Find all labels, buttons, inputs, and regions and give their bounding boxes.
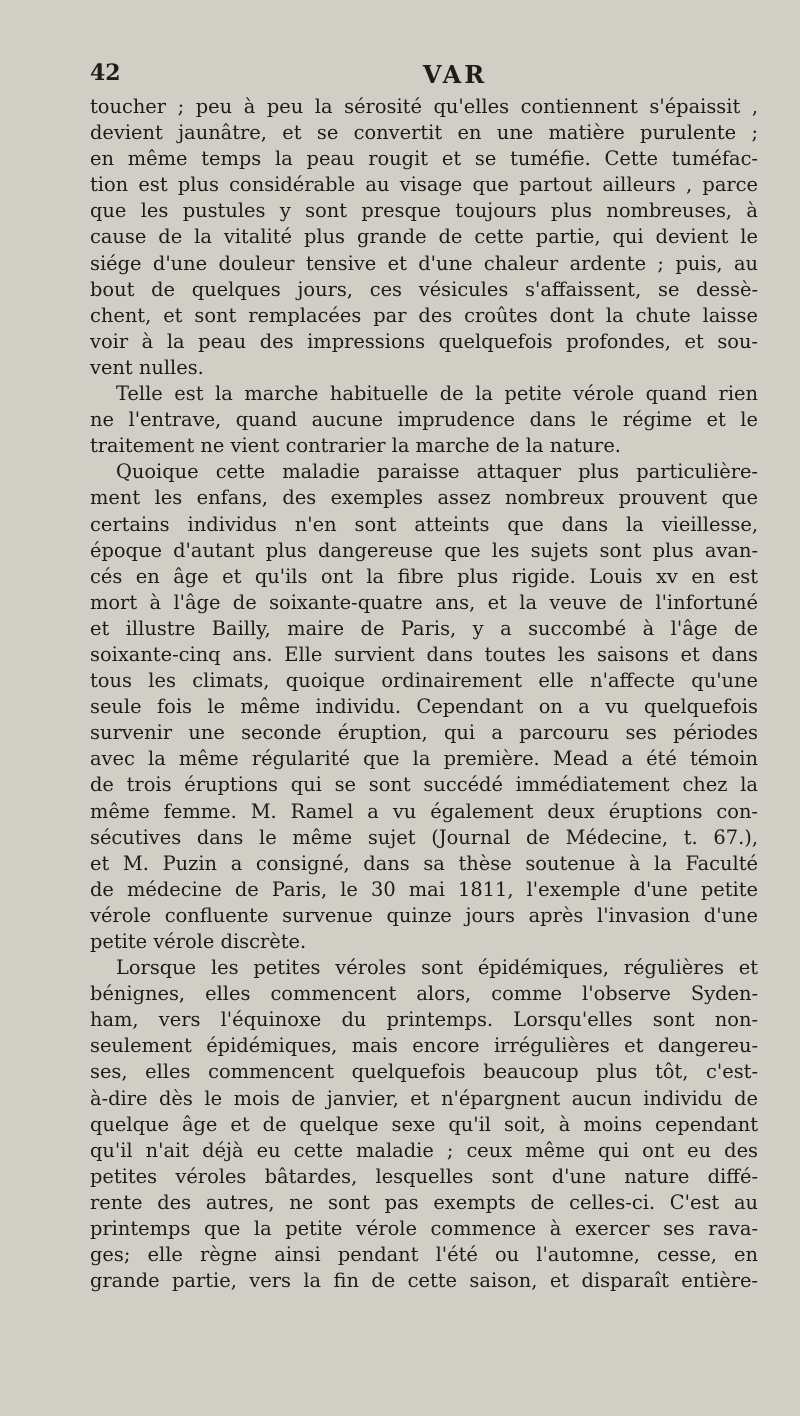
text-line: vent nulles. [90, 355, 204, 379]
text-line: et illustre Bailly, maire de Paris, y a succombé à l'âge de [90, 616, 758, 640]
text-line: de médecine de Paris, le 30 mai 1811, l'exemple d'une petite [90, 877, 758, 901]
text-line: ne l'entrave, quand aucune imprudence dans le régime et le [90, 408, 758, 432]
text-line: ses, elles commencent quelquefois beaucoup plus tôt, c'est- [90, 1060, 758, 1084]
text-line: Quoique cette maladie paraisse attaquer plus particulière- [116, 460, 758, 484]
text-line: traitement ne vient contrarier la marche de la nature. [90, 434, 621, 458]
paragraph [90, 459, 758, 955]
text-line: tous les climats, quoique ordinairement elle n'affecte qu'une [90, 669, 758, 693]
text-line: et M. Puzin a consigné, dans sa thèse soutenue à la Faculté [90, 851, 758, 875]
text-line: seulement épidémiques, mais encore irrégulières et dangereu- [90, 1034, 758, 1058]
text-line: à-dire dès le mois de janvier, et n'épargnent aucun individu de [90, 1086, 758, 1110]
text-line: Telle est la marche habituelle de la petite vérole quand rien [116, 382, 758, 406]
body-text [90, 94, 758, 1294]
text-line: printemps que la petite vérole commence à exercer ses rava- [90, 1217, 758, 1241]
text-line: petite vérole discrète. [90, 930, 307, 953]
text-line: siége d'une douleur tensive et d'une chaleur ardente ; puis, au [90, 251, 758, 275]
text-line: voir à la peau des impressions quelquefois profondes, et sou- [90, 329, 758, 353]
text-line: ges; elle règne ainsi pendant l'été ou l'automne, cesse, en [90, 1243, 758, 1267]
paragraph [90, 955, 758, 1294]
paragraph [90, 381, 758, 459]
text-line: cés en âge et qu'ils ont la fibre plus rigide. Louis xv en est [90, 564, 758, 588]
text-line: toucher ; peu à peu la sérosité qu'elles contiennent s'épaissit , [90, 95, 758, 118]
text-line: petites véroles bâtardes, lesquelles sont d'une nature diffé- [90, 1164, 758, 1188]
text-line: qu'il n'ait déjà eu cette maladie ; ceux même qui ont eu des [90, 1138, 758, 1162]
text-line: de trois éruptions qui se sont succédé immédiatement chez la [90, 773, 758, 797]
text-line: ment les enfans, des exemples assez nombreux prouvent que [90, 486, 758, 510]
text-line: seule fois le même individu. Cependant on a vu quelquefois [90, 695, 758, 719]
text-line: époque d'autant plus dangereuse que les sujets sont plus avan- [90, 538, 758, 562]
text-line: soixante-cinq ans. Elle survient dans toutes les saisons et dans [90, 642, 758, 666]
text-line: que les pustules y sont presque toujours plus nombreuses, à [90, 199, 758, 223]
page-header [90, 60, 770, 92]
text-line: tion est plus considérable au visage que partout ailleurs , parce [90, 173, 758, 197]
text-line: bout de quelques jours, ces vésicules s'affaissent, se dessè- [90, 277, 758, 301]
text-line: chent, et sont remplacées par des croûtes dont la chute laisse [90, 303, 758, 327]
text-line: cause de la vitalité plus grande de cette partie, qui devient le [90, 225, 758, 249]
text-line: Lorsque les petites véroles sont épidémiques, régulières et [116, 956, 758, 980]
text-line: rente des autres, ne sont pas exempts de celles-ci. C'est au [90, 1190, 758, 1214]
text-line: devient jaunâtre, et se convertit en une matière purulente ; [90, 121, 758, 145]
text-line: grande partie, vers la fin de cette saison, et disparaît entière- [90, 1269, 758, 1293]
text-line: bénignes, elles commencent alors, comme l'observe Syden- [90, 982, 758, 1006]
text-line: même femme. M. Ramel a vu également deux éruptions con- [90, 799, 758, 823]
page-number: 42 [90, 60, 121, 86]
text-line: certains individus n'en sont atteints que dans la vieillesse, [90, 512, 758, 536]
text-line: vérole confluente survenue quinze jours après l'invasion d'une [90, 903, 758, 927]
text-line: mort à l'âge de soixante-quatre ans, et la veuve de l'infortuné [90, 590, 758, 614]
text-line: ham, vers l'équinoxe du printemps. Lorsqu'elles sont non- [90, 1008, 758, 1032]
paragraph [90, 94, 758, 381]
text-line: sécutives dans le même sujet (Journal de Médecine, t. 67.), [90, 825, 758, 849]
text-line: quelque âge et de quelque sexe qu'il soit, à moins cependant [90, 1112, 758, 1136]
text-line: en même temps la peau rougit et se tuméfie. Cette tuméfac- [90, 147, 758, 171]
text-line: survenir une seconde éruption, qui a parcouru ses périodes [90, 721, 758, 745]
running-head: VAR [422, 60, 488, 89]
text-line: avec la même régularité que la première. Mead a été témoin [90, 747, 758, 771]
